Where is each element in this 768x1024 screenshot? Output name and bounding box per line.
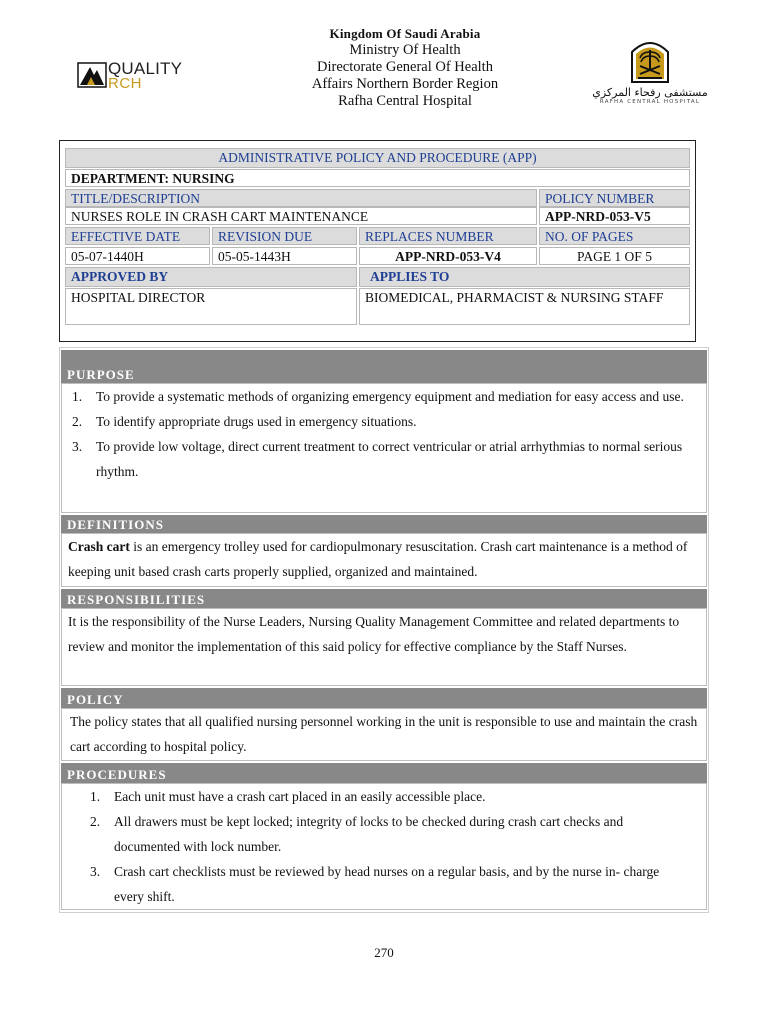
definition-term: Crash cart	[68, 539, 130, 554]
policy-banner: ADMINISTRATIVE POLICY AND PROCEDURE (APP)	[65, 148, 690, 168]
list-number: 2.	[90, 814, 101, 829]
list-item-text: To provide low voltage, direct current treatment to correct ventricular or atrial arrhythmias to normal serious rhythm.	[96, 439, 683, 479]
replaces-number-label: REPLACES NUMBER	[359, 227, 537, 245]
header-directorate: Directorate General Of Health	[317, 59, 493, 75]
responsibilities-heading-text: RESPONSIBILITIES	[67, 592, 206, 607]
title-description-label: TITLE/DESCRIPTION	[65, 189, 537, 207]
effective-date-label: EFFECTIVE DATE	[65, 227, 210, 245]
quality-logo	[76, 58, 201, 92]
definition-text: is an emergency trolley used for cardiopulmonary resuscitation. Crash cart maintenance is a method of keeping unit based crash carts properly supplied, organized and maintained.	[68, 539, 688, 579]
quality-logo-icon	[76, 61, 108, 89]
responsibilities-heading	[61, 589, 707, 608]
policy-paragraph: The policy states that all qualified nursing personnel working in the unit is responsible to use and maintain the crash cart according to hospital policy.	[70, 714, 698, 754]
effective-date-value: 05-07-1440H	[65, 247, 210, 265]
list-item-text: Each unit must have a crash cart placed in an easily accessible place.	[114, 789, 486, 804]
definitions-body	[61, 533, 707, 587]
procedures-body	[61, 783, 707, 910]
responsibilities-paragraph: It is the responsibility of the Nurse Leaders, Nursing Quality Management Committee and related departments to review and monitor the implementation of this said policy for effective compliance by the Staff Nurses.	[68, 614, 680, 654]
applies-to-label: APPLIES TO	[359, 267, 690, 287]
list-item-text: All drawers must be kept locked; integrity of locks to be checked during crash cart checks and documented with lock number.	[114, 814, 624, 854]
header-kingdom: Kingdom Of Saudi Arabia	[329, 26, 481, 41]
policy-heading-text: POLICY	[67, 692, 124, 707]
applies-to-value: BIOMEDICAL, PHARMACIST & NURSING STAFF	[359, 288, 690, 325]
list-number: 3.	[90, 864, 101, 879]
responsibilities-body	[61, 608, 707, 686]
policy-header-table	[59, 140, 696, 342]
procedures-heading	[61, 763, 707, 783]
list-item	[62, 409, 706, 434]
list-number: 1.	[72, 389, 83, 404]
purpose-heading	[61, 350, 707, 383]
list-number: 2.	[72, 414, 83, 429]
replaces-number-value: APP-NRD-053-V4	[359, 247, 537, 265]
list-number: 1.	[90, 789, 101, 804]
policy-body	[61, 708, 707, 761]
purpose-heading-text: PURPOSE	[67, 367, 135, 382]
no-of-pages-value: PAGE 1 OF 5	[539, 247, 690, 265]
purpose-list	[62, 384, 706, 484]
list-item	[62, 784, 686, 809]
list-item-text: Crash cart checklists must be reviewed by head nurses on a regular basis, and by the nurse in- charge every shift.	[114, 864, 660, 904]
hospital-emblem-icon	[628, 38, 672, 84]
header-ministry: Ministry Of Health	[349, 42, 461, 58]
title-description-value: NURSES ROLE IN CRASH CART MAINTENANCE	[65, 207, 537, 225]
hospital-logo-arabic: مستشفى رفحاء المركزي	[592, 86, 708, 99]
list-item	[62, 384, 706, 409]
department-label: DEPARTMENT: NURSING	[65, 169, 690, 187]
revision-due-label: REVISION DUE	[212, 227, 357, 245]
header-region: Affairs Northern Border Region	[311, 76, 499, 92]
purpose-body	[61, 383, 707, 513]
list-item-text: To provide a systematic methods of organizing emergency equipment and mediation for easy access and use.	[96, 389, 684, 404]
list-item	[62, 434, 706, 484]
no-of-pages-label: NO. OF PAGES	[539, 227, 690, 245]
approved-by-label: APPROVED BY	[65, 267, 357, 287]
list-item	[62, 809, 686, 859]
policy-heading	[61, 688, 707, 708]
definitions-heading	[61, 515, 707, 533]
header-block	[200, 25, 610, 110]
header-hospital: Rafha Central Hospital	[338, 93, 472, 109]
hospital-logo-latin: RAFHA CENTRAL HOSPITAL	[599, 99, 701, 105]
definitions-paragraph	[62, 534, 706, 584]
procedures-heading-text: PROCEDURES	[67, 767, 167, 782]
revision-due-value: 05-05-1443H	[212, 247, 357, 265]
list-item	[62, 859, 686, 909]
procedures-list	[62, 784, 706, 909]
policy-number-value: APP-NRD-053-V5	[539, 207, 690, 225]
list-item-text: To identify appropriate drugs used in emergency situations.	[96, 414, 417, 429]
quality-logo-rch: RCH	[108, 75, 142, 92]
approved-by-value: HOSPITAL DIRECTOR	[65, 288, 357, 325]
hospital-logo	[588, 38, 712, 108]
policy-number-label: POLICY NUMBER	[539, 189, 690, 207]
list-number: 3.	[72, 439, 83, 454]
quality-logo-word: QUALITY	[108, 59, 183, 78]
definitions-heading-text: DEFINITIONS	[67, 517, 164, 532]
page-number: 270	[374, 945, 394, 960]
